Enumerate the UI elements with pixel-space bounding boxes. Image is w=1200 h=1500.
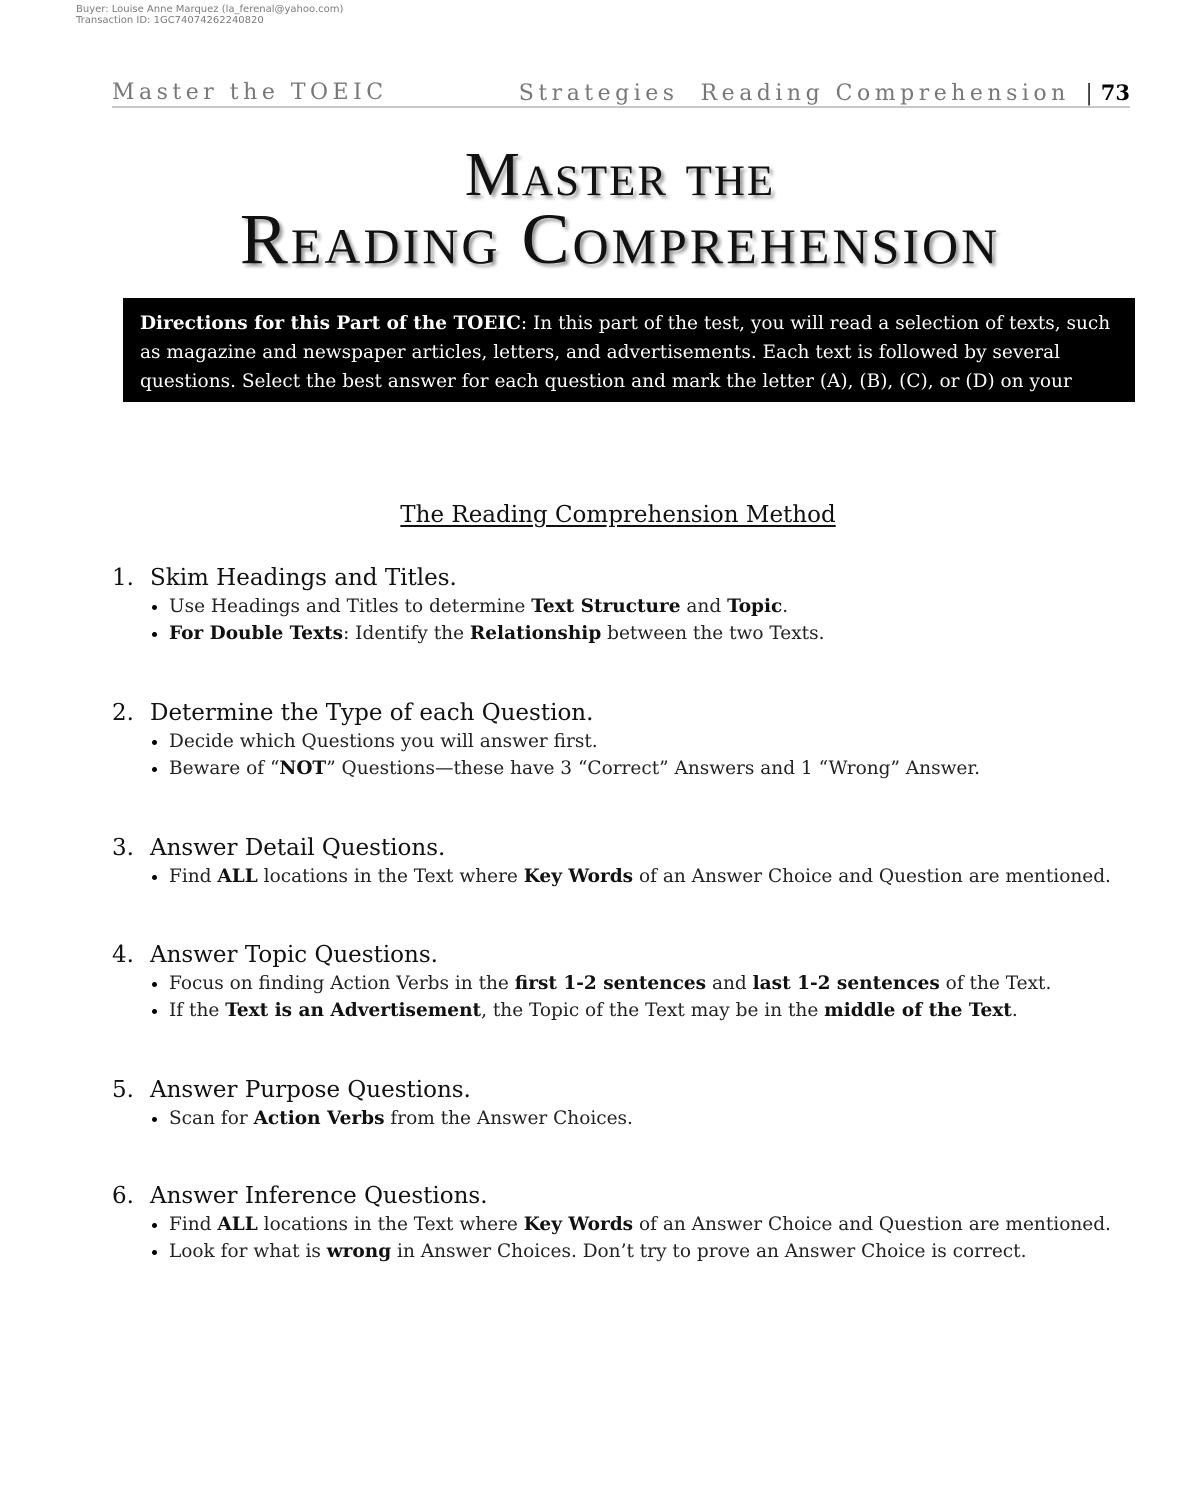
step-heading: [112, 940, 1172, 970]
bullet-dot-icon: [152, 1250, 157, 1255]
directions-label: Directions for this Part of the TOEIC: [140, 313, 521, 334]
bullet-dot-icon: [152, 1009, 157, 1014]
bullet-emphasis: first 1-2 sentences: [514, 973, 707, 994]
step-item: [112, 698, 1172, 782]
bullet-dot-icon: [152, 740, 157, 745]
bullet-item: [112, 997, 1172, 1024]
book-title: Master the TOEIC: [112, 80, 388, 105]
step-item: [112, 563, 1172, 647]
bullet-text: of an Answer Choice and Question are mentioned.: [633, 866, 1111, 887]
step-title: Answer Inference Questions.: [150, 1183, 488, 1209]
bullet-text: , the Topic of the Text may be in the: [481, 1000, 825, 1021]
bullet-list: [112, 1105, 1172, 1132]
bullet-text: and: [706, 973, 753, 994]
step-item: [112, 833, 1172, 890]
step-title: Skim Headings and Titles.: [150, 565, 457, 591]
step-number: 2.: [112, 700, 134, 726]
bullet-dot-icon: [152, 982, 157, 987]
bullet-item: [112, 863, 1172, 890]
bullet-item: [112, 1211, 1172, 1238]
step-item: [112, 940, 1172, 1024]
bullet-text: .: [782, 596, 789, 617]
bullet-dot-icon: [152, 875, 157, 880]
bullet-emphasis: Key Words: [523, 866, 634, 887]
bullet-dot-icon: [152, 1117, 157, 1122]
step-title: Answer Purpose Questions.: [150, 1077, 471, 1103]
bullet-text: Decide which Questions you will answer first.: [169, 731, 598, 752]
bullet-text: of an Answer Choice and Question are mentioned.: [633, 1214, 1111, 1235]
bullet-emphasis: Relationship: [469, 623, 602, 644]
step-number: 4.: [112, 942, 134, 968]
bullet-dot-icon: [152, 632, 157, 637]
step-number: 5.: [112, 1077, 134, 1103]
step-number: 1.: [112, 565, 134, 591]
bullet-emphasis: Key Words: [523, 1214, 634, 1235]
subsection-name: Reading Comprehension: [700, 81, 1070, 106]
bullet-text: Beware of “: [169, 758, 280, 779]
transaction-line: Transaction ID: 1GC74074262240820: [76, 15, 264, 26]
bullet-item: [112, 728, 1172, 755]
bullet-emphasis: ALL: [217, 1214, 258, 1235]
bullet-list: [112, 728, 1172, 782]
step-heading: [112, 698, 1172, 728]
bullet-text: between the two Texts.: [601, 623, 825, 644]
bullet-text: in Answer Choices. Don’t try to prove an Answer Choice is correct.: [391, 1241, 1027, 1262]
bullet-text: Find: [169, 866, 218, 887]
directions-text: : In this part of the test, you will read a selection of texts, such as magazine and newspaper articles, letters, and advertisements. Each text is followed by several questions. Select the best answer for each question and mark the letter (A), (B), (C), or (D) on your answer sheet.: [140, 313, 1111, 421]
bullet-text: : Identify the: [343, 623, 470, 644]
bullet-text: locations in the Text where: [257, 1214, 524, 1235]
step-heading: [112, 833, 1172, 863]
step-title: Answer Detail Questions.: [150, 835, 446, 861]
page-title-line1: Master the: [464, 141, 776, 209]
bullet-emphasis: Action Verbs: [253, 1108, 385, 1129]
step-heading: [112, 1075, 1172, 1105]
bullet-item: [112, 593, 1172, 620]
bullet-text: If the: [169, 1000, 226, 1021]
bullet-emphasis: Text is an Advertisement: [225, 1000, 482, 1021]
bullet-emphasis: For Double Texts: [169, 623, 344, 644]
step-title: Determine the Type of each Question.: [150, 700, 594, 726]
bullet-list: [112, 593, 1172, 647]
step-item: [112, 1075, 1172, 1132]
header-separator: |: [1085, 81, 1093, 106]
section-name: Strategies: [518, 81, 679, 106]
step-heading: [112, 1181, 1172, 1211]
bullet-text: Use Headings and Titles to determine: [169, 596, 532, 617]
bullet-list: [112, 1211, 1172, 1265]
bullet-dot-icon: [152, 605, 157, 610]
bullet-text: Scan for: [169, 1108, 254, 1129]
bullet-dot-icon: [152, 1223, 157, 1228]
bullet-emphasis: Topic: [727, 596, 783, 617]
step-heading: [112, 563, 1172, 593]
bullet-text: from the Answer Choices.: [384, 1108, 633, 1129]
bullet-list: [112, 863, 1172, 890]
bullet-text: ” Questions—these have 3 “Correct” Answers and 1 “Wrong” Answer.: [326, 758, 981, 779]
page-number: 73: [1100, 80, 1130, 105]
bullet-item: [112, 620, 1172, 647]
buyer-line: Buyer: Louise Anne Marquez (la_ferenal@yahoo.com): [76, 4, 344, 15]
bullet-emphasis: NOT: [279, 758, 327, 779]
step-number: 3.: [112, 835, 134, 861]
bullet-text: locations in the Text where: [257, 866, 524, 887]
method-title: The Reading Comprehension Method: [400, 502, 836, 528]
bullet-text: Focus on finding Action Verbs in the: [169, 973, 515, 994]
directions-box: [123, 298, 1135, 421]
bullet-text: and: [680, 596, 728, 617]
bullet-emphasis: middle of the Text: [824, 1000, 1012, 1021]
bullet-dot-icon: [152, 767, 157, 772]
buyer-watermark: [76, 4, 343, 26]
bullet-text: Find: [169, 1214, 218, 1235]
bullet-emphasis: last 1-2 sentences: [752, 973, 940, 994]
bullet-emphasis: wrong: [326, 1241, 392, 1262]
section-breadcrumb: [519, 80, 1130, 106]
bullet-item: [112, 755, 1172, 782]
step-number: 6.: [112, 1183, 134, 1209]
step-item: [112, 1181, 1172, 1265]
running-header: [112, 74, 1130, 108]
bullet-emphasis: ALL: [217, 866, 258, 887]
bullet-text: Look for what is: [169, 1241, 327, 1262]
page-title-line2: Reading Comprehension: [239, 199, 1001, 279]
bullet-text: of the Text.: [939, 973, 1052, 994]
bullet-text: .: [1011, 1000, 1018, 1021]
bullet-item: [112, 970, 1172, 997]
bullet-item: [112, 1238, 1172, 1265]
step-title: Answer Topic Questions.: [150, 942, 438, 968]
bullet-item: [112, 1105, 1172, 1132]
bullet-emphasis: Text Structure: [531, 596, 681, 617]
bullet-list: [112, 970, 1172, 1024]
